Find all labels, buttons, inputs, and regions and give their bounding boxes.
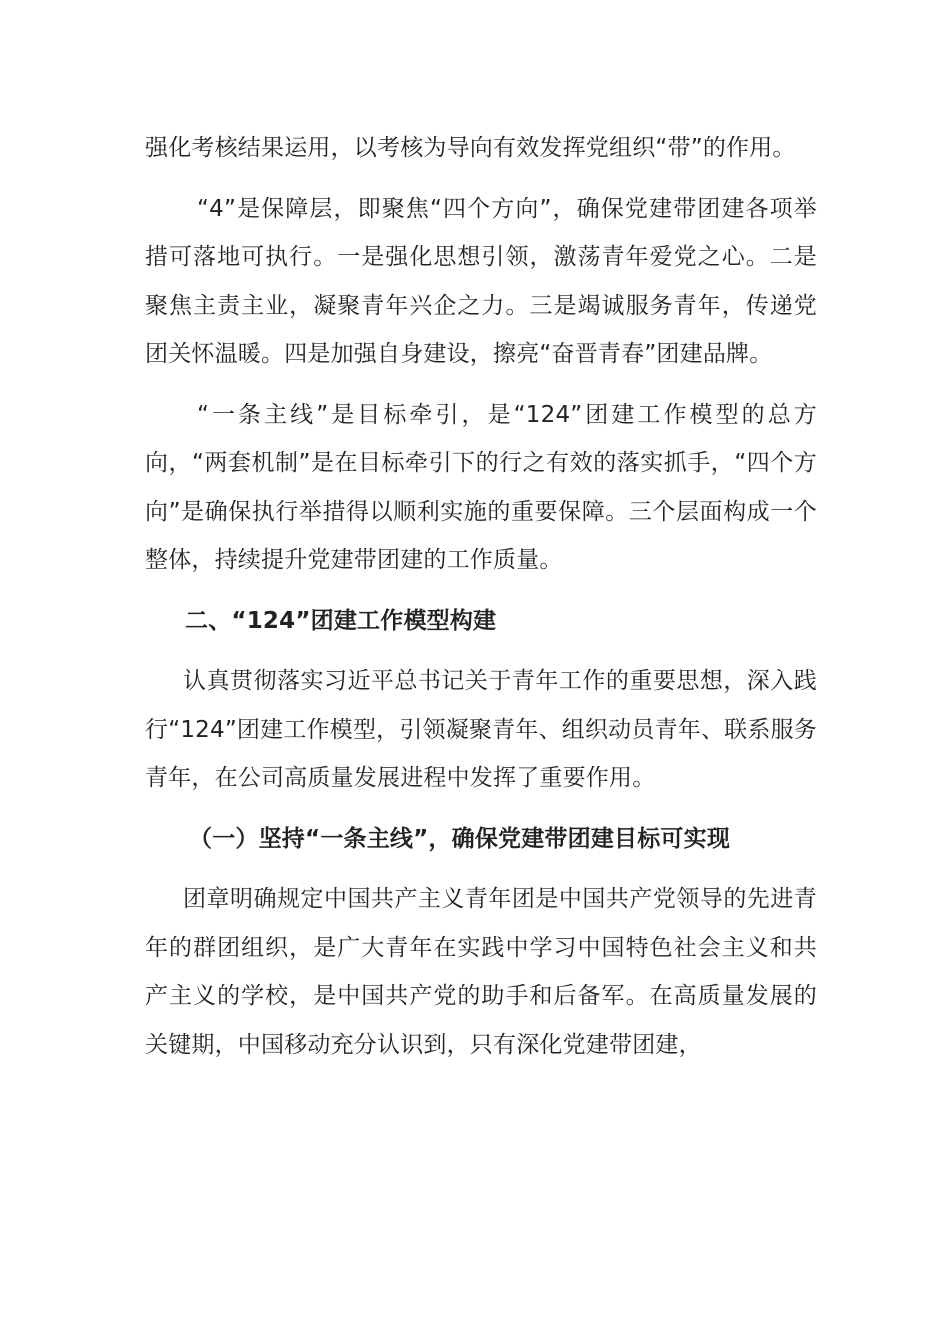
- paragraph-league-charter: 团章明确规定中国共产主义青年团是中国共产党领导的先进青年的群团组织，是广大青年在实践中学习中国特色社会主义和共产主义的学校，是中国共产党的助手和后备军。在高质量发展的关键期，中国移动充分认识到，只有深化党建带团建，: [145, 886, 817, 1058]
- subsection-heading: （一）坚持“一条主线”，确保党建带团建目标可实现: [189, 825, 731, 852]
- paragraph-model-construction: 认真贯彻落实习近平总书记关于青年工作的重要思想，深入践行“124”团建工作模型，引领凝聚青年、组织动员青年、联系服务青年，在公司高质量发展进程中发挥了重要作用。: [145, 668, 817, 791]
- paragraph-guarantee-layer: “4”是保障层，即聚焦“四个方向”，确保党建带团建各项举措可落地可执行。一是强化思想引领，激荡青年爱党之心。二是聚焦主责主业，凝聚青年兴企之力。三是竭诚服务青年，传递党团关怀温暖。四是加强自身建设，擦亮“奋晋青春”团建品牌。: [145, 195, 817, 367]
- paragraph-continuation: 强化考核结果运用，以考核为导向有效发挥党组织“带”的作用。: [145, 135, 796, 161]
- section-heading: 二、“124”团建工作模型构建: [185, 607, 497, 634]
- document-body: [145, 124, 817, 1081]
- paragraph-main-line-summary: “一条主线”是目标牵引，是“124”团建工作模型的总方向，“两套机制”是在目标牵引下的行之有效的落实抓手，“四个方向”是确保执行举措得以顺利实施的重要保障。三个层面构成一个整体，持续提升党建带团建的工作质量。: [145, 401, 817, 573]
